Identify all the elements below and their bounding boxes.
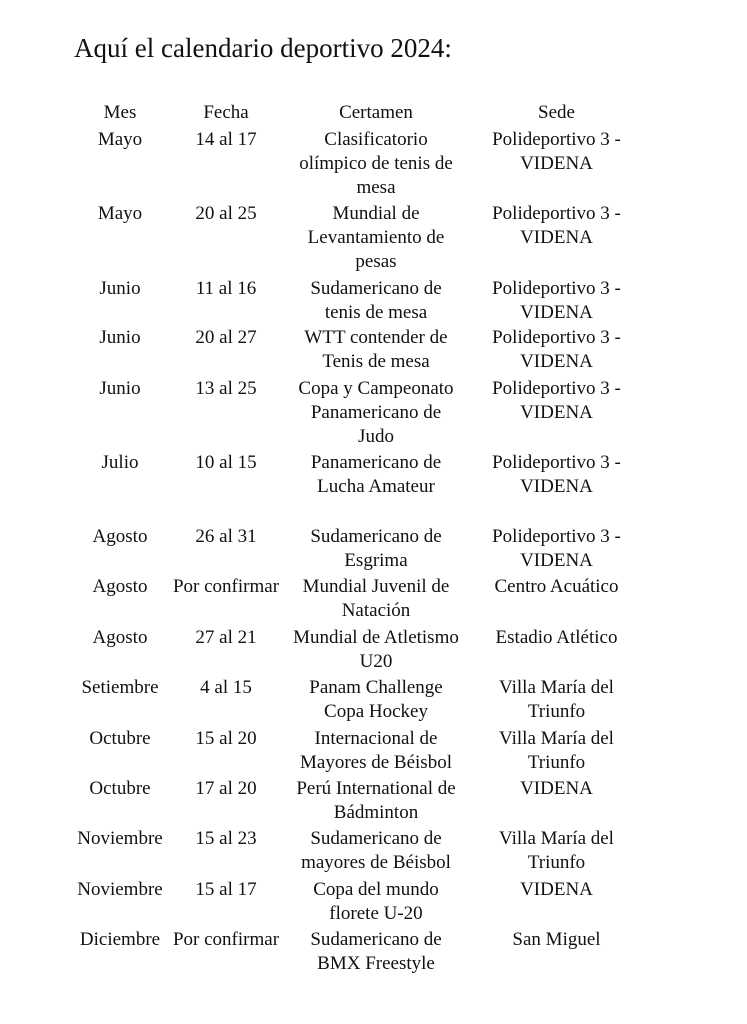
cell-sede: Villa María del Triunfo: [499, 677, 614, 722]
cell-mes: Agosto: [92, 627, 148, 648]
cell-fecha: 15 al 23: [195, 828, 257, 849]
cell-mes: Julio: [101, 452, 139, 473]
cell-sede: Villa María del Triunfo: [499, 728, 614, 773]
cell-sede: Polideportivo 3 - VIDENA: [492, 129, 621, 174]
header-fecha: Fecha: [203, 102, 249, 123]
cell-sede: San Miguel: [512, 929, 601, 950]
cell-fecha: Por confirmar: [172, 929, 280, 950]
cell-fecha: 15 al 20: [195, 728, 257, 749]
cell-mes: Agosto: [92, 576, 148, 597]
cell-certamen: Perú International de Bádminton: [296, 778, 456, 823]
header-certamen: Certamen: [339, 102, 413, 123]
cell-fecha: 20 al 27: [195, 327, 257, 348]
cell-mes: Agosto: [92, 526, 148, 547]
cell-certamen: Clasificatorio olímpico de tenis de mesa: [299, 129, 453, 198]
cell-certamen: WTT contender de Tenis de mesa: [304, 327, 448, 372]
header-mes: Mes: [103, 102, 137, 123]
page-title: Aquí el calendario deportivo 2024:: [74, 33, 452, 63]
cell-fecha: Por confirmar: [172, 576, 280, 597]
cell-fecha: 17 al 20: [195, 778, 257, 799]
cell-certamen: Copa del mundo florete U-20: [313, 879, 439, 924]
cell-sede: Estadio Atlético: [495, 627, 618, 648]
cell-sede: Polideportivo 3 - VIDENA: [492, 278, 621, 323]
cell-sede: Polideportivo 3 - VIDENA: [492, 526, 621, 571]
cell-certamen: Sudamericano de tenis de mesa: [310, 278, 442, 323]
cell-fecha: 10 al 15: [195, 452, 257, 473]
cell-certamen: Mundial de Levantamiento de pesas: [307, 203, 445, 272]
cell-fecha: 15 al 17: [195, 879, 257, 900]
cell-mes: Junio: [99, 278, 141, 299]
cell-fecha: 4 al 15: [200, 677, 252, 698]
cell-certamen: Copa y Campeonato Panamericano de Judo: [298, 378, 454, 447]
cell-mes: Octubre: [89, 778, 151, 799]
cell-certamen: Mundial de Atletismo U20: [293, 627, 459, 672]
cell-mes: Junio: [99, 327, 141, 348]
cell-sede: Polideportivo 3 - VIDENA: [492, 452, 621, 497]
cell-certamen: Sudamericano de Esgrima: [310, 526, 442, 571]
cell-sede: Polideportivo 3 - VIDENA: [492, 378, 621, 423]
cell-fecha: 27 al 21: [195, 627, 257, 648]
cell-sede: Polideportivo 3 - VIDENA: [492, 203, 621, 248]
cell-mes: Diciembre: [79, 929, 161, 950]
cell-certamen: Panam Challenge Copa Hockey: [309, 677, 443, 722]
cell-mes: Octubre: [89, 728, 151, 749]
cell-mes: Noviembre: [77, 879, 163, 900]
cell-sede: Villa María del Triunfo: [499, 828, 614, 873]
cell-certamen: Internacional de Mayores de Béisbol: [300, 728, 452, 773]
cell-sede: VIDENA: [520, 778, 593, 799]
header-sede: Sede: [538, 102, 575, 123]
cell-fecha: 11 al 16: [195, 278, 257, 299]
cell-mes: Noviembre: [77, 828, 163, 849]
cell-fecha: 20 al 25: [195, 203, 257, 224]
cell-certamen: Sudamericano de mayores de Béisbol: [301, 828, 451, 873]
cell-sede: Polideportivo 3 - VIDENA: [492, 327, 621, 372]
cell-certamen: Sudamericano de BMX Freestyle: [310, 929, 442, 974]
cell-fecha: 26 al 31: [195, 526, 257, 547]
cell-fecha: 13 al 25: [195, 378, 257, 399]
cell-mes: Setiembre: [81, 677, 159, 698]
cell-certamen: Mundial Juvenil de Natación: [302, 576, 450, 621]
cell-mes: Mayo: [97, 129, 143, 150]
cell-sede: Centro Acuático: [494, 576, 619, 597]
cell-fecha: 14 al 17: [195, 129, 257, 150]
cell-mes: Mayo: [97, 203, 143, 224]
cell-certamen: Panamericano de Lucha Amateur: [310, 452, 442, 497]
cell-sede: VIDENA: [520, 879, 593, 900]
cell-mes: Junio: [99, 378, 141, 399]
